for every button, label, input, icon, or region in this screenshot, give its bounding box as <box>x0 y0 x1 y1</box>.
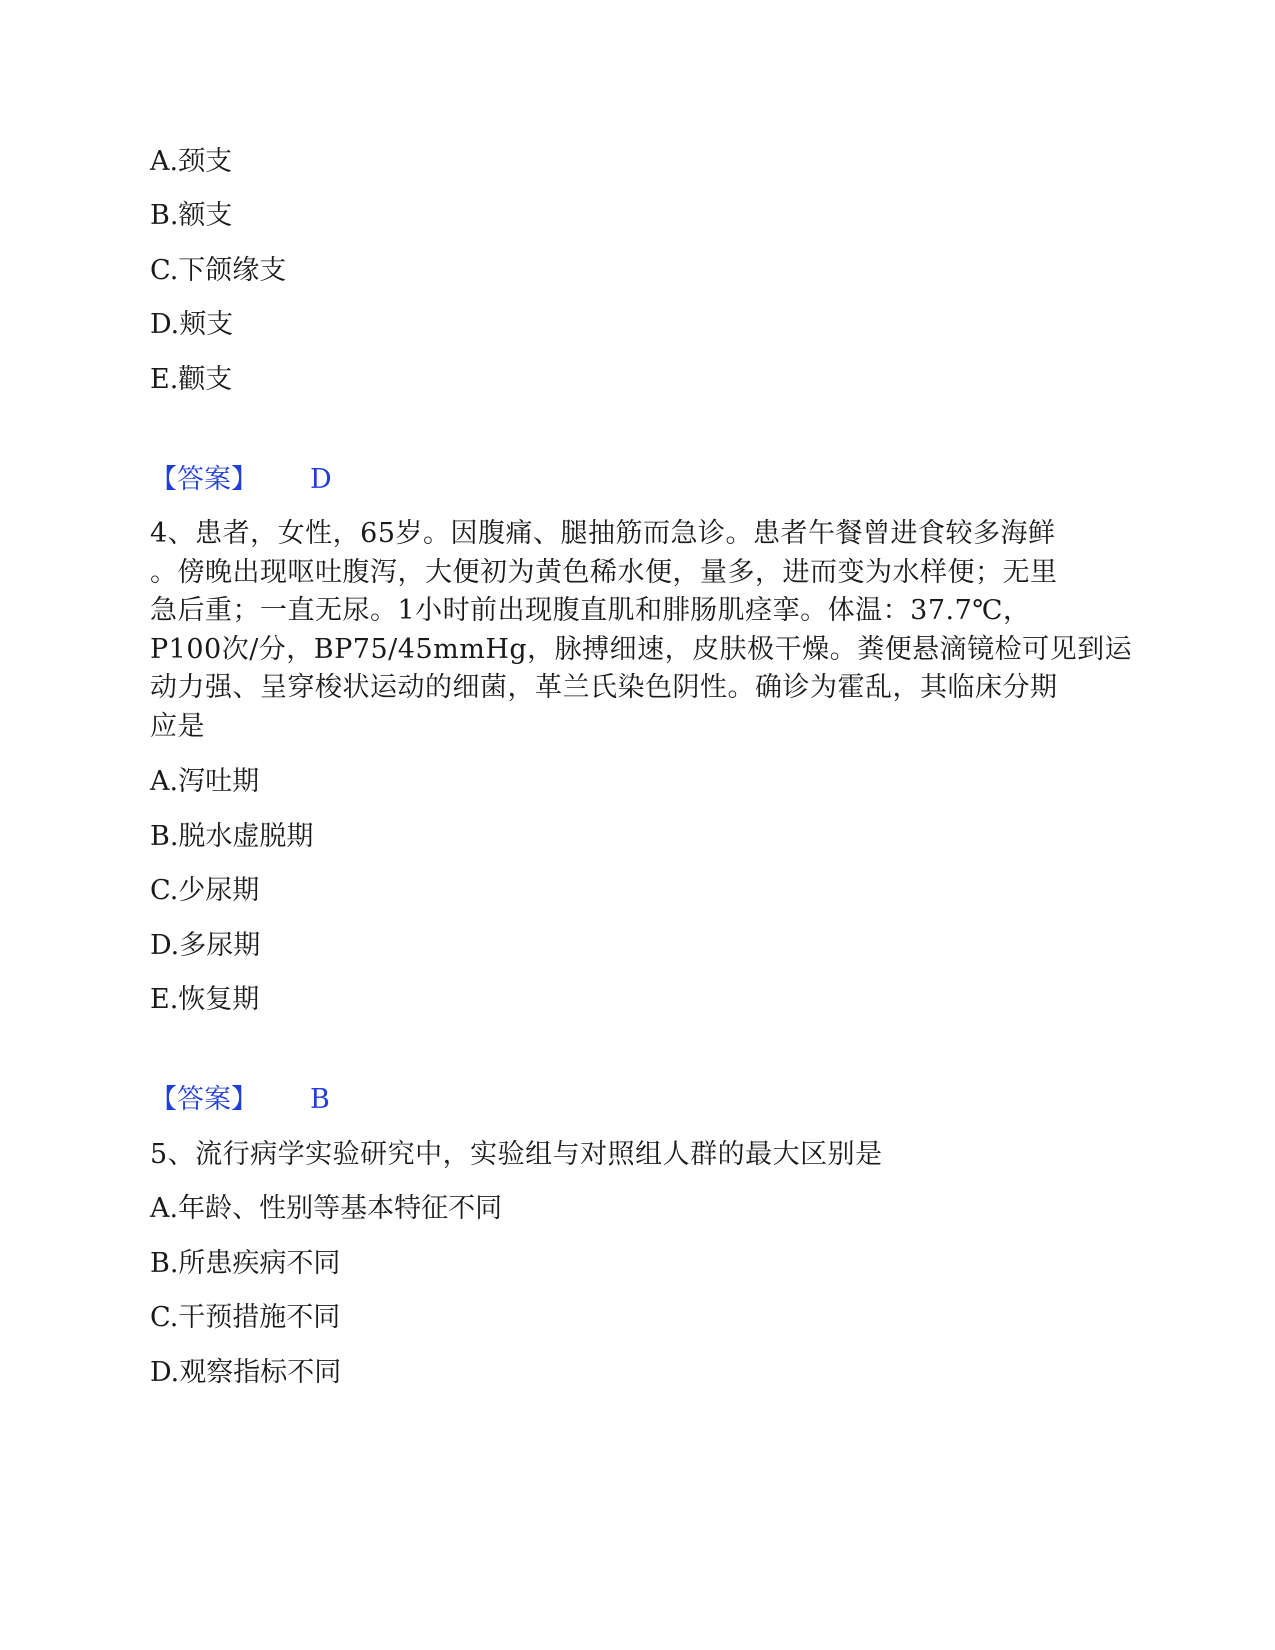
q3-answer-label: 【答案】 <box>150 464 258 495</box>
q4-stem-line-6: 应是 <box>150 711 205 742</box>
q5-option-d: D.观察指标不同 <box>150 1357 342 1388</box>
q3-option-e: E.颧支 <box>150 364 233 395</box>
q4-option-d: D.多尿期 <box>150 930 261 961</box>
q3-option-d: D.颊支 <box>150 309 234 340</box>
q4-stem-line-5: 动力强、呈穿梭状运动的细菌，革兰氏染色阴性。确诊为霍乱，其临床分期 <box>150 672 1058 703</box>
q3-option-b: B.额支 <box>150 200 233 231</box>
q4-option-e: E.恢复期 <box>150 984 260 1015</box>
q4-stem-line-3: 急后重；一直无尿。1小时前出现腹直肌和腓肠肌痉挛。体温：37.7℃， <box>150 595 1031 626</box>
q3-answer <box>150 460 332 500</box>
q4-answer-value: B <box>310 1084 330 1115</box>
q4-stem-line-4: P100次/分，BP75/45mmHg，脉搏细速，皮肤极干燥。粪便悬滴镜检可见到运 <box>150 634 1133 665</box>
q3-option-a: A.颈支 <box>150 146 233 177</box>
q3-answer-value: D <box>310 464 332 495</box>
q4-option-a: A.泻吐期 <box>150 766 260 797</box>
q5-stem: 5、流行病学实验研究中，实验组与对照组人群的最大区别是 <box>150 1139 883 1170</box>
q5-option-a: A.年龄、性别等基本特征不同 <box>150 1193 503 1224</box>
q4-answer-label: 【答案】 <box>150 1084 258 1115</box>
q5-option-c: C.干预措施不同 <box>150 1302 341 1333</box>
q4-option-c: C.少尿期 <box>150 875 260 906</box>
q3-option-c: C.下颌缘支 <box>150 255 287 286</box>
q4-stem-line-2: 。傍晚出现呕吐腹泻，大便初为黄色稀水便，量多，进而变为水样便；无里 <box>150 557 1058 588</box>
q4-stem-line-1: 4、患者，女性，65岁。因腹痛、腿抽筋而急诊。患者午餐曾进食较多海鲜 <box>150 518 1056 549</box>
q5-option-b: B.所患疾病不同 <box>150 1248 341 1279</box>
q4-option-b: B.脱水虚脱期 <box>150 821 314 852</box>
q4-answer <box>150 1080 330 1120</box>
